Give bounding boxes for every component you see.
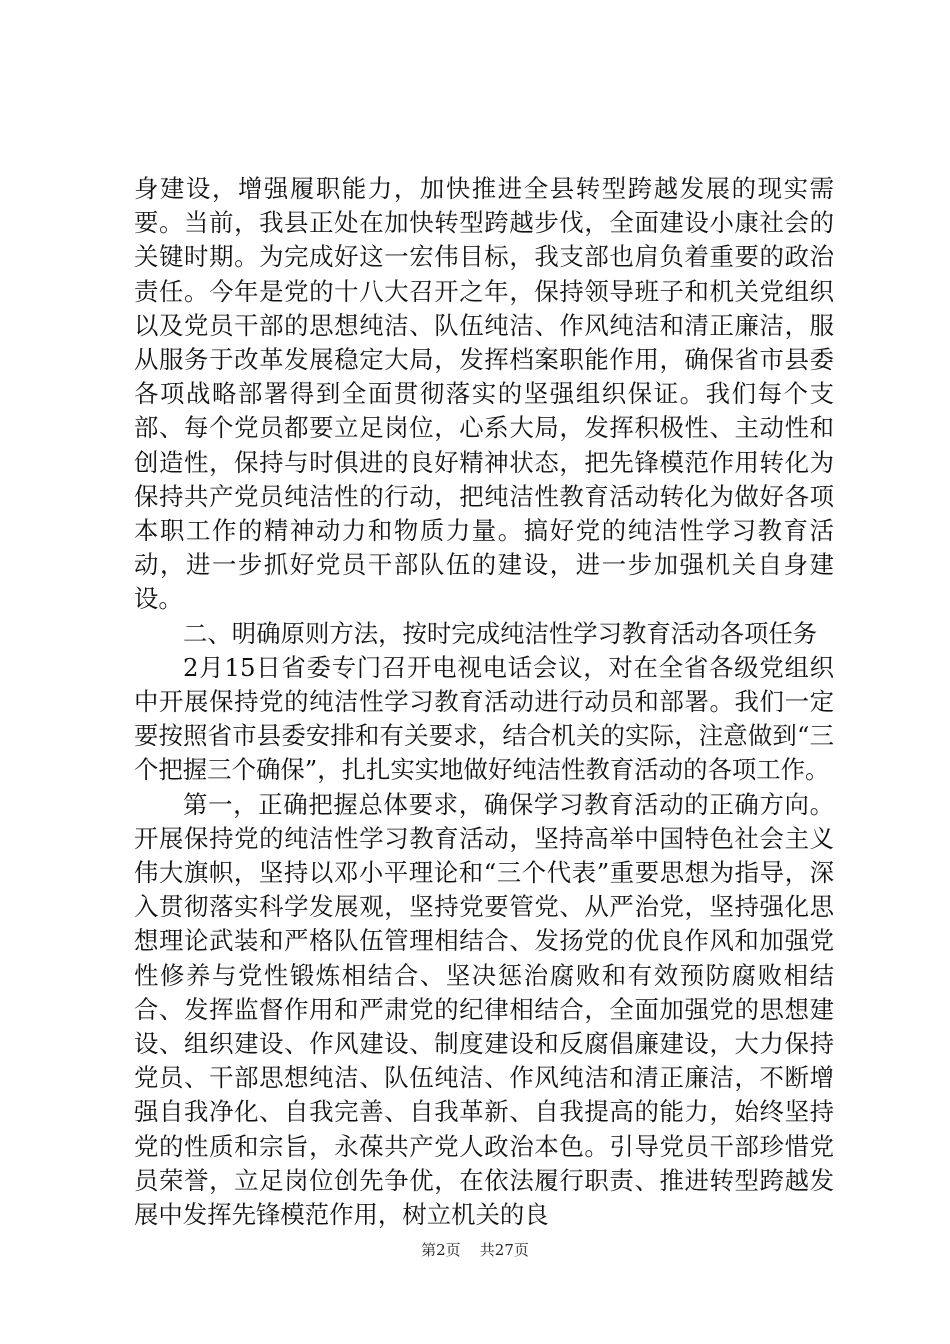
paragraph-continuation: 身建设，增强履职能力，加快推进全县转型跨越发展的现实需要。当前，我县正处在加快转型跨越步伐，全面建设小康社会的关键时期。为完成好这一宏伟目标，我支部也肩负着重要的政治责任。今年是党的十八大召开之年，保持领导班子和机关党组织以及党员干部的思想纯洁、队伍纯洁、作风纯洁和清正廉洁，服从服务于改革发展稳定大局，发挥档案职能作用，确保省市县委各项战略部署得到全面贯彻落实的坚强组织保证。我们每个支部、每个党员都要立足岗位，心系大局，发挥积极性、主动性和创造性，保持与时俱进的良好精神状态，把先锋模范作用转化为保持共产党员纯洁性的行动，把纯洁性教育活动转化为做好各项本职工作的精神动力和物质力量。搞好党的纯洁性学习教育活动，进一步抓好党员干部队伍的建设，进一步加强机关自身建设。	[134, 174, 834, 614]
paragraph-meeting: 2月15日省委专门召开电视电话会议，对在全省各级党组织中开展保持党的纯洁性学习教育活动进行动员和部署。我们一定要按照省市县委安排和有关要求，结合机关的实际，注意做到“三个把握三个确保”，扎扎实实地做好纯洁性教育活动的各项工作。	[134, 652, 834, 785]
page-total: 共27页	[479, 1241, 529, 1259]
document-body	[134, 172, 834, 1232]
section-heading: 二、明确原则方法，按时完成纯洁性学习教育活动各项任务	[183, 618, 818, 648]
paragraph-first-point: 第一，正确把握总体要求，确保学习教育活动的正确方向。开展保持党的纯洁性学习教育活动，坚持高举中国特色社会主义伟大旗帜，坚持以邓小平理论和“三个代表”重要思想为指导，深入贯彻落实科学发展观，坚持党要管党、从严治党，坚持强化思想理论武装和严格队伍管理相结合、发扬党的优良作风和加强党性修养与党性锻炼相结合、坚决惩治腐败和有效预防腐败相结合、发挥监督作用和严肃党的纪律相结合，全面加强党的思想建设、组织建设、作风建设、制度建设和反腐倡廉建设，大力保持党员、干部思想纯洁、队伍纯洁、作风纯洁和清正廉洁，不断增强自我净化、自我完善、自我革新、自我提高的能力，始终坚持党的性质和宗旨，永葆共产党人政治本色。引导党员干部珍惜党员荣誉，立足岗位创先争优，在依法履行职责、推进转型跨越发展中发挥先锋模范作用，树立机关的良	[134, 789, 834, 1230]
page-footer	[0, 1240, 950, 1260]
page-number: 第2页	[421, 1241, 461, 1259]
page-separator	[465, 1241, 475, 1259]
